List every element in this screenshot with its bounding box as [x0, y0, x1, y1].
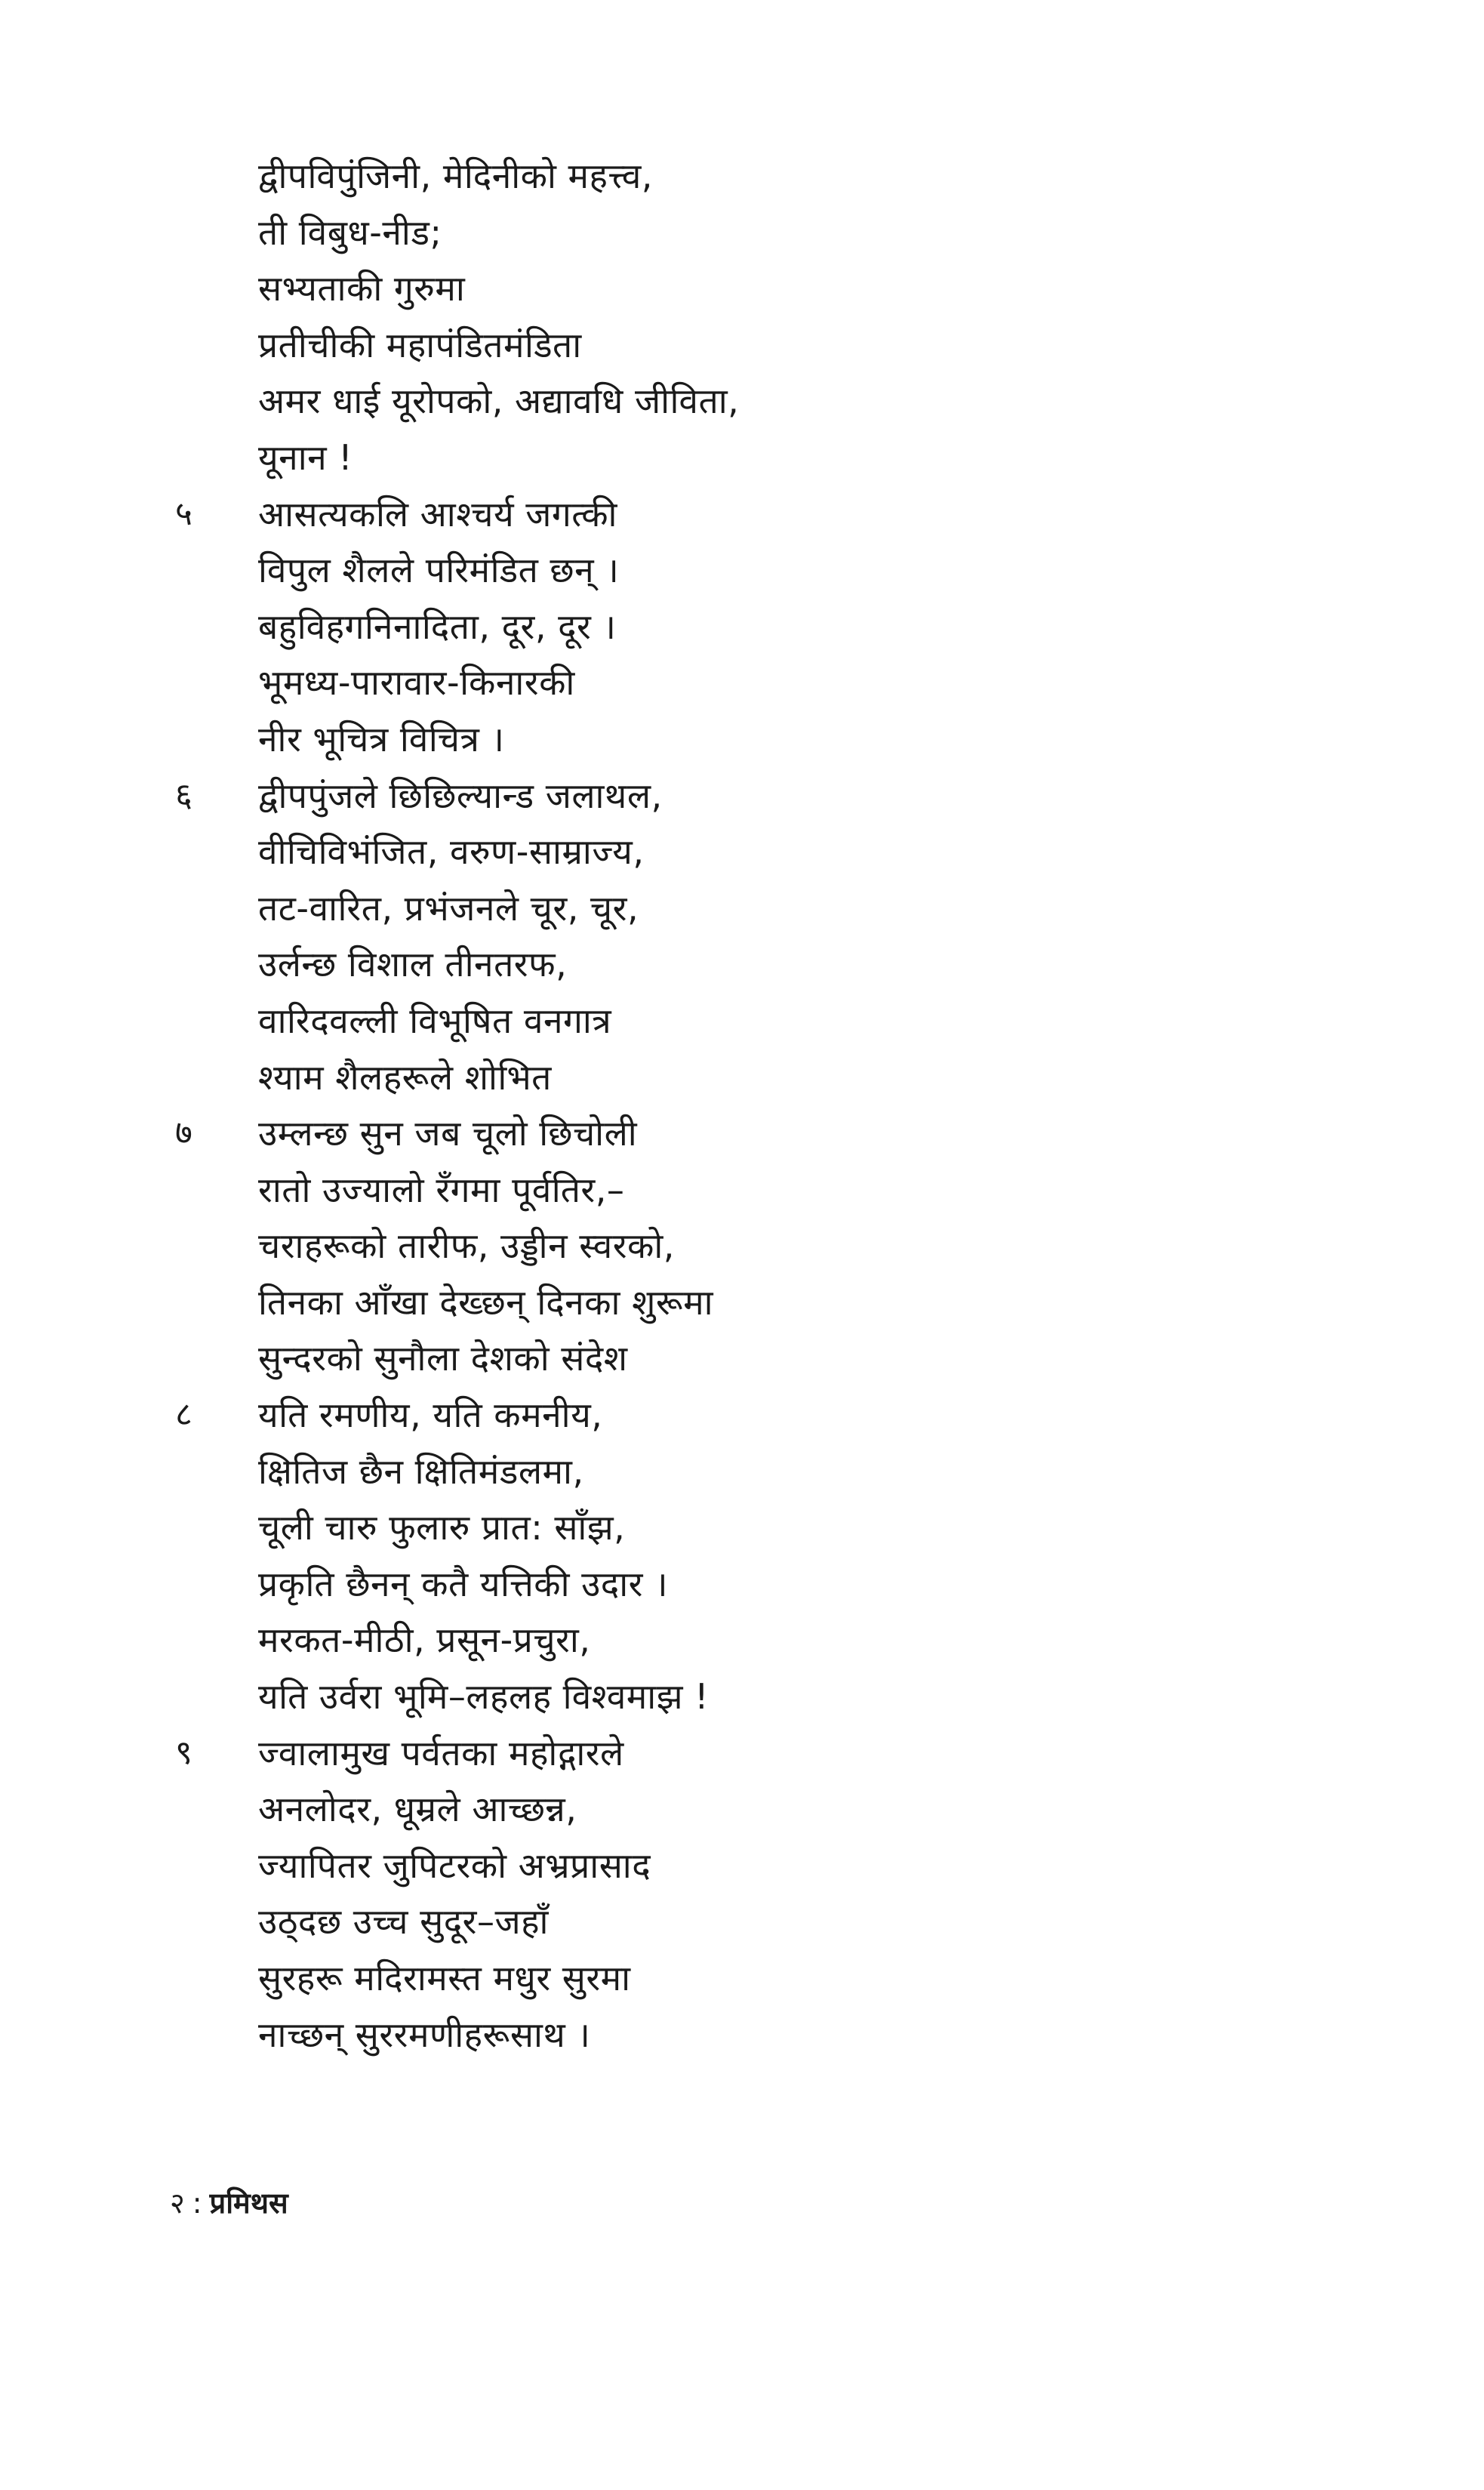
line-text: चराहरूको तारीफ, उड्डीन स्वरको, — [258, 1225, 675, 1267]
line-text: ती विबुध-नीड; — [258, 211, 442, 253]
poem-line — [0, 1838, 1484, 1894]
line-text: उम्लन्छ सुन जब चूलो छिचोली — [258, 1113, 638, 1154]
poem-line — [0, 1612, 1484, 1669]
stanza-number: ५ — [175, 494, 193, 533]
poem-line — [0, 599, 1484, 655]
stanza-number: ६ — [175, 775, 193, 815]
line-text: प्रतीचीकी महापंडितमंडिता — [258, 324, 582, 365]
stanza — [0, 486, 1484, 768]
stanza-number: ७ — [175, 1114, 193, 1153]
line-text: अनलोदर, धूम्रले आच्छन्न, — [258, 1789, 577, 1830]
poem-line — [0, 880, 1484, 937]
line-text: रातो उज्यालो रँगमा पूर्वतिर,– — [258, 1169, 625, 1210]
poem-line — [0, 1330, 1484, 1387]
line-text: भूमध्य-पारावार-किनारकी — [258, 662, 575, 704]
book-title: प्रमिथस — [209, 2186, 288, 2220]
line-text: क्षितिज छैन क्षितिमंडलमा, — [258, 1450, 584, 1492]
poem-line — [0, 430, 1484, 486]
poem-body — [0, 148, 1484, 2063]
poem-line — [0, 1781, 1484, 1838]
stanza — [0, 1387, 1484, 1725]
poem-line — [0, 1894, 1484, 1950]
poem-line — [0, 2007, 1484, 2063]
line-text: सुन्दरको सुनौला देशको संदेश — [258, 1338, 628, 1379]
stanza — [0, 148, 1484, 486]
poem-line — [0, 205, 1484, 261]
line-text: श्याम शैलहरूले शोभित — [258, 1056, 552, 1098]
line-text: प्रकृति छैनन् कतै यत्तिकी उदार । — [258, 1563, 669, 1604]
line-text: चूली चारु फुलारु प्रात: साँझ, — [258, 1507, 626, 1549]
poem-line — [0, 260, 1484, 317]
line-text: द्वीपविपुंजिनी, मेदिनीको महत्त्व, — [258, 156, 653, 196]
stanza-number: ८ — [175, 1395, 193, 1435]
poem-line — [0, 486, 1484, 543]
poem-line — [0, 1444, 1484, 1500]
poem-line — [0, 1499, 1484, 1556]
poem-line — [0, 824, 1484, 880]
line-text: वीचिविभंजित, वरुण-साम्राज्य, — [258, 831, 645, 873]
line-text: तिनका आँखा देख्छन् दिनका शुरूमा — [258, 1281, 714, 1323]
line-text: ज्वालामुख पर्वतका महोद्गारले — [258, 1732, 624, 1774]
line-text: ज्यापितर जुपिटरको अभ्रप्रासाद — [258, 1844, 651, 1886]
line-text: उर्लन्छ विशाल तीनतरफ, — [258, 944, 568, 985]
poem-line — [0, 993, 1484, 1049]
page-footer — [170, 2180, 288, 2226]
line-text: यूनान ! — [258, 436, 353, 478]
line-text: वारिदवल्ली विभूषित वनगात्र — [258, 1000, 612, 1041]
poem-line — [0, 1387, 1484, 1444]
line-text: द्वीपपुंजले छिछिल्यान्ड जलाथल, — [258, 775, 663, 816]
poem-line — [0, 711, 1484, 768]
line-text: बहुविहगनिनादिता, दूर, दूर । — [258, 606, 617, 647]
line-text: तट-वारित, प्रभंजनले चूर, चूर, — [258, 887, 639, 929]
poem-line — [0, 1049, 1484, 1106]
poem-line — [0, 1274, 1484, 1331]
poem-line — [0, 1950, 1484, 2007]
footer-separator: : — [192, 2186, 202, 2220]
poem-line — [0, 1105, 1484, 1162]
poem-line — [0, 1725, 1484, 1782]
line-text: यति उर्वरा भूमि–लहलह विश्वमाझ ! — [258, 1676, 710, 1718]
line-text: आसत्यकलि आश्चर्य जगत्की — [258, 493, 617, 535]
stanza — [0, 768, 1484, 1106]
poem-line — [0, 1162, 1484, 1219]
poem-line — [0, 542, 1484, 599]
line-text: नीर भूचित्र विचित्र । — [258, 718, 505, 760]
stanza — [0, 1105, 1484, 1387]
poem-line — [0, 148, 1484, 205]
line-text: यति रमणीय, यति कमनीय, — [258, 1394, 603, 1436]
poem-line — [0, 1556, 1484, 1613]
poem-line — [0, 1669, 1484, 1725]
poem-line — [0, 768, 1484, 824]
line-text: अमर धाई यूरोपको, अद्यावधि जीविता, — [258, 381, 740, 422]
poem-line — [0, 317, 1484, 374]
line-text: सभ्यताकी गुरुमा — [258, 268, 466, 310]
line-text: मरकत-मीठी, प्रसून-प्रचुरा, — [258, 1619, 591, 1661]
poem-line — [0, 655, 1484, 711]
line-text: नाच्छन् सुररमणीहरूसाथ । — [258, 2014, 591, 2055]
stanza-number: ९ — [175, 1733, 193, 1772]
stanza — [0, 1725, 1484, 2063]
line-text: विपुल शैलले परिमंडित छन् । — [258, 550, 620, 591]
line-text: सुरहरू मदिरामस्त मधुर सुरमा — [258, 1958, 631, 1998]
poem-line — [0, 1218, 1484, 1274]
line-text: उठ्दछ उच्च सुदूर–जहाँ — [258, 1901, 549, 1943]
page-number: २ — [170, 2186, 185, 2220]
poem-line — [0, 373, 1484, 430]
poem-line — [0, 936, 1484, 993]
